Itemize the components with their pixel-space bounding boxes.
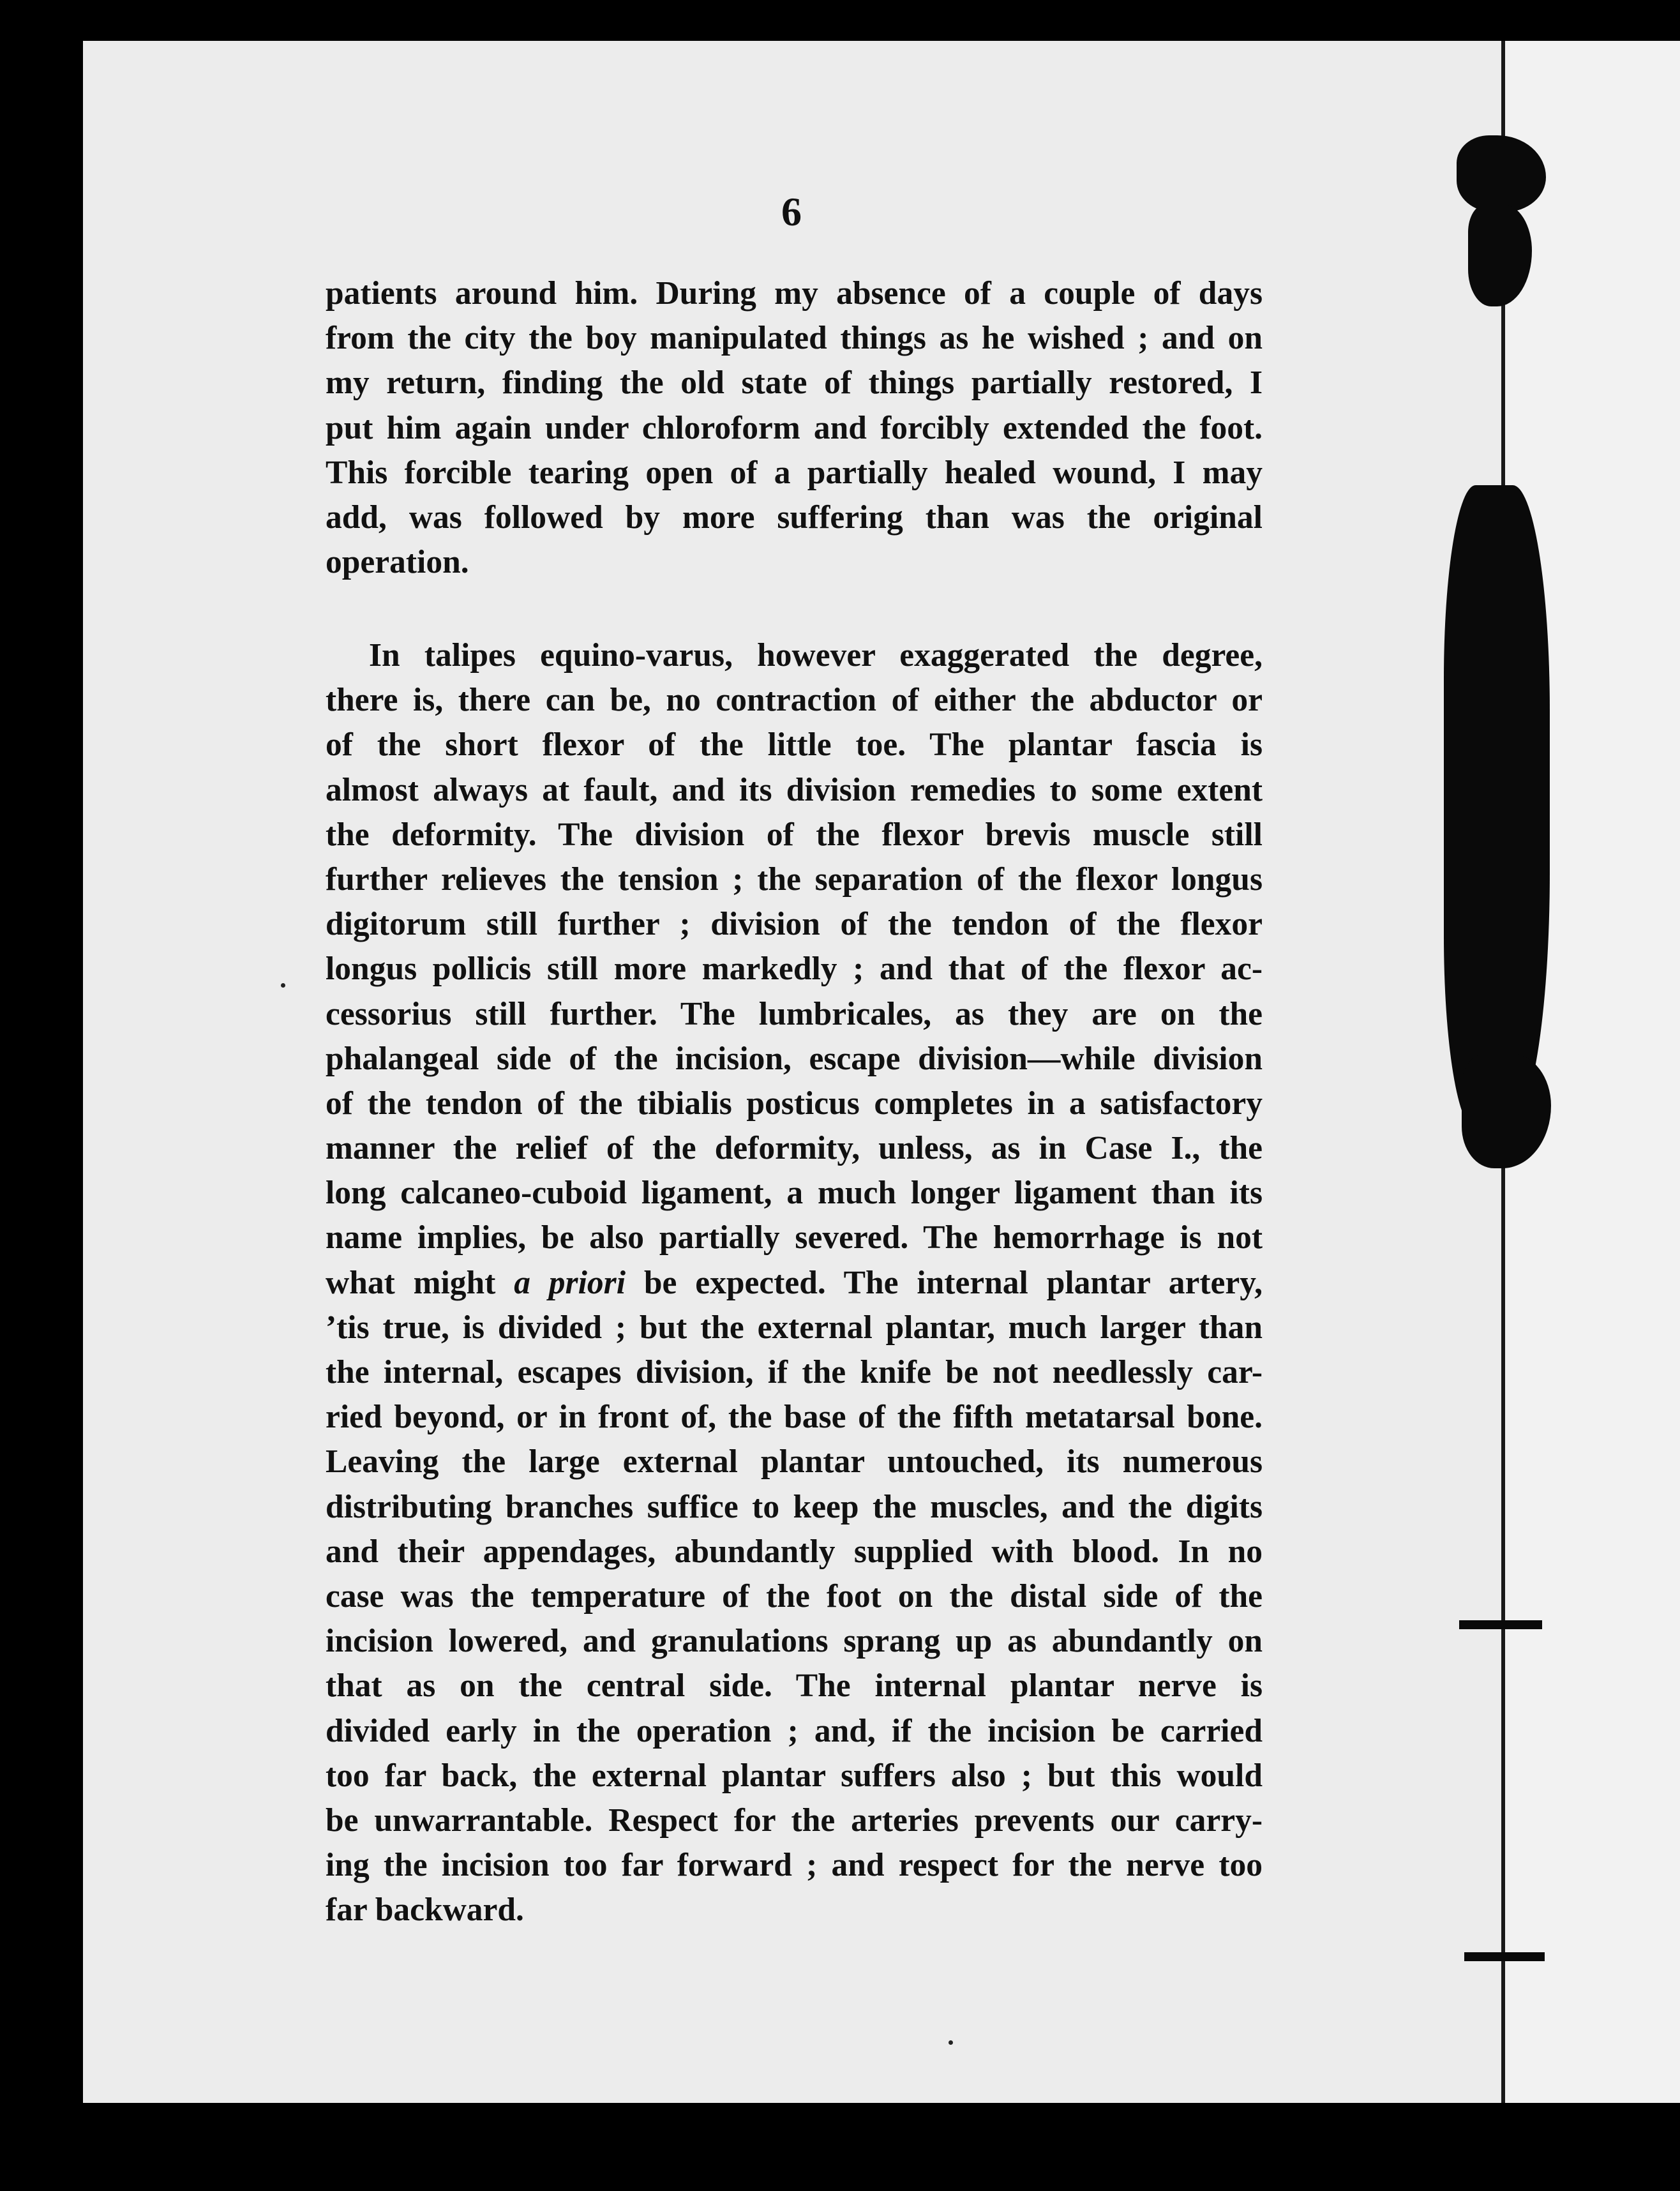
- text-line: phalangeal side of the incision, escape division—while division: [326, 1040, 1263, 1077]
- text-line: ing the incision too far forward ; and respect for the nerve too: [326, 1847, 1263, 1884]
- text-line: there is, there can be, no contraction of either the abductor or: [326, 682, 1263, 719]
- text-line: my return, finding the old state of things partially restored, I: [326, 365, 1263, 402]
- text-line: too far back, the external plantar suffers also ; but this would: [326, 1757, 1263, 1794]
- text-line: distributing branches suffice to keep the muscles, and the digits: [326, 1488, 1263, 1525]
- ink-speck: [281, 983, 285, 988]
- text-line: ’tis true, is divided ; but the external plantar, much larger than: [326, 1309, 1263, 1346]
- text-line: Leaving the large external plantar untouched, its numerous: [326, 1443, 1263, 1480]
- binding-thread-mark: [1459, 1620, 1542, 1629]
- text-line: In talipes equino-varus, however exaggerated the degree,: [369, 637, 1263, 674]
- ink-speck: [949, 2040, 953, 2045]
- text-line: This forcible tearing open of a partially healed wound, I may: [326, 454, 1263, 491]
- text-line: and their appendages, abundantly supplied with blood. In no: [326, 1533, 1263, 1570]
- text-line: add, was followed by more suffering than was the original: [326, 499, 1263, 536]
- text-line: case was the temperature of the foot on the distal side of the: [326, 1577, 1263, 1615]
- binding-thread-mark: [1464, 1952, 1545, 1961]
- text-line: patients around him. During my absence of a couple of days: [326, 275, 1263, 312]
- text-line: digitorum still further ; division of the tendon of the flexor: [326, 906, 1263, 943]
- text-line: incision lowered, and granulations sprang up as abundantly on: [326, 1623, 1263, 1660]
- text-line: of the tendon of the tibialis posticus completes in a satisfactory: [326, 1085, 1263, 1122]
- page-number: 6: [781, 189, 802, 234]
- text-line: ried beyond, or in front of, the base of the fifth metatarsal bone.: [326, 1399, 1263, 1436]
- text-line: divided early in the operation ; and, if the incision be carried: [326, 1712, 1263, 1749]
- text-line: from the city the boy manipulated things as he wished ; and on: [326, 320, 1263, 357]
- text-segment: be expected. The internal plantar artery,: [626, 1264, 1263, 1301]
- text-line: far backward.: [326, 1892, 524, 1929]
- text-line: cessorius still further. The lumbricales, as they are on the: [326, 995, 1263, 1032]
- text-line: further relieves the tension ; the separation of the flexor longus: [326, 861, 1263, 898]
- text-line: almost always at fault, and its division remedies to some extent: [326, 771, 1263, 808]
- text-line-with-italic: [326, 1261, 1263, 1306]
- binding-tear-mark: [1444, 485, 1550, 1130]
- text-line: longus pollicis still more markedly ; and that of the flexor ac-: [326, 951, 1263, 988]
- text-segment: what might: [326, 1264, 514, 1301]
- text-line: the internal, escapes division, if the knife be not needlessly car-: [326, 1354, 1263, 1390]
- text-line: that as on the central side. The internal plantar nerve is: [326, 1668, 1263, 1705]
- text-line: be unwarrantable. Respect for the arteries prevents our carry-: [326, 1802, 1263, 1839]
- italic-phrase: a priori: [514, 1264, 626, 1301]
- text-line: name implies, be also partially severed. The hemorrhage is not: [326, 1219, 1263, 1256]
- paragraph-2: [326, 633, 1263, 1932]
- text-line: put him again under chloroform and forcibly extended the foot.: [326, 409, 1263, 446]
- text-line: manner the relief of the deformity, unless, as in Case I., the: [326, 1130, 1263, 1167]
- text-line: operation.: [326, 544, 469, 581]
- text-line: of the short flexor of the little toe. The plantar fascia is: [326, 727, 1263, 764]
- text-line: the deformity. The division of the flexor brevis muscle still: [326, 816, 1263, 853]
- text-line: long calcaneo-cuboid ligament, a much longer ligament than its: [326, 1175, 1263, 1212]
- paragraph-1: [326, 271, 1263, 585]
